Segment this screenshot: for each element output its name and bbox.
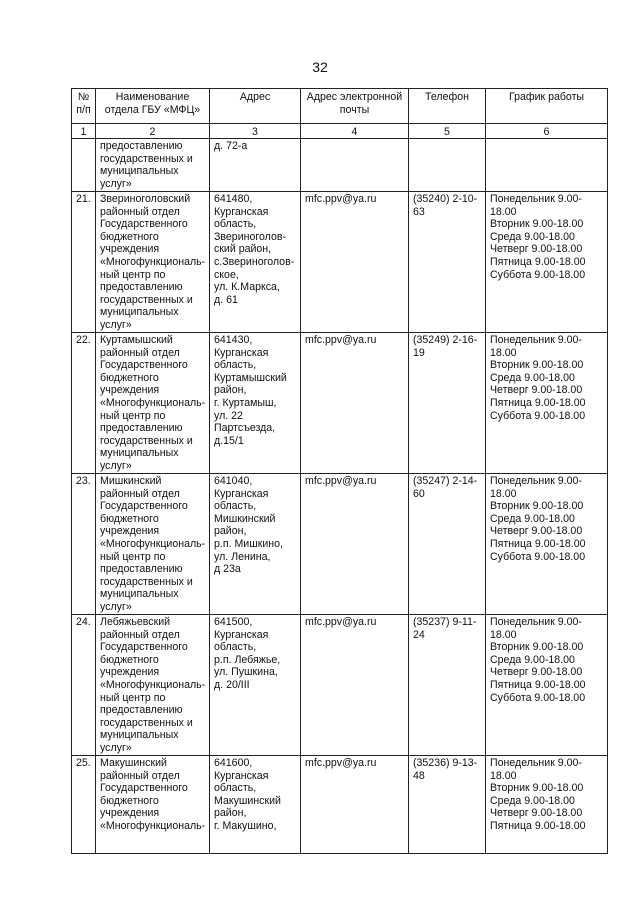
office-email xyxy=(301,139,409,192)
office-address: 641430, Курганская область, Куртамышский район, г. Куртамыш, ул. 22 Партсъезда, д.15/1 xyxy=(210,333,301,474)
office-phone: (35240) 2-10- 63 xyxy=(409,192,486,333)
office-schedule xyxy=(486,139,608,192)
office-phone: (35247) 2-14- 60 xyxy=(409,474,486,615)
office-address: 641500, Курганская область, р.п. Лебяжье, ул. Пушкина, д. 20/III xyxy=(210,615,301,756)
office-phone xyxy=(409,139,486,192)
office-name: Куртамышский районный отдел Государственного бюджетного учреждения «Многофункциональ- ный центр по предоставлению государственных и муниципальных услуг» xyxy=(96,333,210,474)
table-row xyxy=(72,333,608,474)
office-phone: (35237) 9-11- 24 xyxy=(409,615,486,756)
table-header-row xyxy=(72,89,608,124)
header-address: Адрес xyxy=(210,89,301,124)
table-row xyxy=(72,192,608,333)
office-schedule: Понедельник 9.00- 18.00 Вторник 9.00-18.00 Среда 9.00-18.00 Четверг 9.00-18.00 Пятница 9.00-18.00 Суббота 9.00-18.00 xyxy=(486,192,608,333)
column-numbers-row xyxy=(72,124,608,139)
office-schedule: Понедельник 9.00- 18.00 Вторник 9.00-18.00 Среда 9.00-18.00 Четверг 9.00-18.00 Пятница 9.00-18.00 Суббота 9.00-18.00 xyxy=(486,615,608,756)
office-email: mfc.ppv@ya.ru xyxy=(301,192,409,333)
office-address: 641040, Курганская область, Мишкинский район, р.п. Мишкино, ул. Ленина, д 23а xyxy=(210,474,301,615)
row-number: 22. xyxy=(72,333,96,474)
office-name: Звериноголовский районный отдел Государственного бюджетного учреждения «Многофункциональ- ный центр по предоставлению государственных и муниципальных услуг» xyxy=(96,192,210,333)
office-email: mfc.ppv@ya.ru xyxy=(301,756,409,854)
office-address: д. 72-а xyxy=(210,139,301,192)
row-number xyxy=(72,139,96,192)
row-number: 21. xyxy=(72,192,96,333)
column-number: 5 xyxy=(409,124,486,139)
office-name: Макушинский районный отдел Государственного бюджетного учреждения «Многофункциональ- xyxy=(96,756,210,854)
office-schedule: Понедельник 9.00- 18.00 Вторник 9.00-18.00 Среда 9.00-18.00 Четверг 9.00-18.00 Пятница 9.00-18.00 xyxy=(486,756,608,854)
row-number: 25. xyxy=(72,756,96,854)
page-number: 32 xyxy=(312,59,328,75)
column-number: 4 xyxy=(301,124,409,139)
office-phone: (35236) 9-13- 48 xyxy=(409,756,486,854)
table-row xyxy=(72,756,608,854)
office-schedule: Понедельник 9.00- 18.00 Вторник 9.00-18.00 Среда 9.00-18.00 Четверг 9.00-18.00 Пятница 9.00-18.00 Суббота 9.00-18.00 xyxy=(486,333,608,474)
table-row xyxy=(72,139,608,192)
office-name: Мишкинский районный отдел Государственного бюджетного учреждения «Многофункциональ- ный центр по предоставлению государственных и муниципальных услуг» xyxy=(96,474,210,615)
office-schedule: Понедельник 9.00- 18.00 Вторник 9.00-18.00 Среда 9.00-18.00 Четверг 9.00-18.00 Пятница 9.00-18.00 Суббота 9.00-18.00 xyxy=(486,474,608,615)
header-phone: Телефон xyxy=(409,89,486,124)
column-number: 6 xyxy=(486,124,608,139)
column-number: 2 xyxy=(96,124,210,139)
office-address: 641600, Курганская область, Макушинский район, г. Макушино, xyxy=(210,756,301,854)
office-name: предоставлению государственных и муниципальных услуг» xyxy=(96,139,210,192)
row-number: 23. xyxy=(72,474,96,615)
column-number: 1 xyxy=(72,124,96,139)
row-number: 24. xyxy=(72,615,96,756)
header-schedule: График работы xyxy=(486,89,608,124)
header-email: Адрес электронной почты xyxy=(301,89,409,124)
office-phone: (35249) 2-16- 19 xyxy=(409,333,486,474)
header-num: № п/п xyxy=(72,89,96,124)
office-email: mfc.ppv@ya.ru xyxy=(301,474,409,615)
column-number: 3 xyxy=(210,124,301,139)
office-email: mfc.ppv@ya.ru xyxy=(301,333,409,474)
office-email: mfc.ppv@ya.ru xyxy=(301,615,409,756)
office-name: Лебяжьевский районный отдел Государственного бюджетного учреждения «Многофункциональ- ный центр по предоставлению государственных и муниципальных услуг» xyxy=(96,615,210,756)
office-address: 641480, Курганская область, Звериноголов- ский район, с.Звериноголов- ское, ул. К.Маркса, д. 61 xyxy=(210,192,301,333)
table-row xyxy=(72,474,608,615)
table-row xyxy=(72,615,608,756)
header-name: Наименование отдела ГБУ «МФЦ» xyxy=(96,89,210,124)
mfc-offices-table xyxy=(71,88,608,854)
